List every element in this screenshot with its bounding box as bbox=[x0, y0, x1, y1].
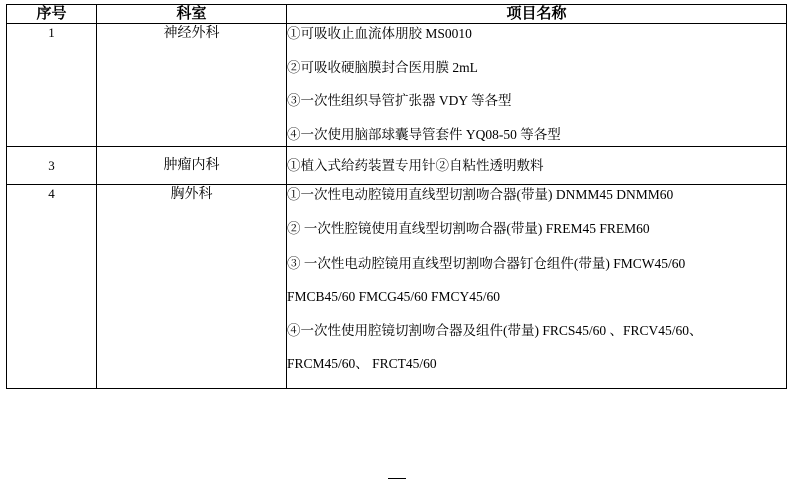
item-line: FMCB45/60 FMCG45/60 FMCY45/60 bbox=[287, 288, 501, 304]
item-line: ①可吸收止血流体朋胶 MS0010 bbox=[287, 26, 472, 41]
table-header bbox=[7, 5, 787, 24]
row-department: 胸外科 bbox=[97, 184, 287, 388]
item-line: ④一次性使用腔镜切割吻合器及组件(带量) FRCS45/60 、FRCV45/60、 bbox=[287, 323, 703, 339]
column-header-item-name: 项目名称 bbox=[287, 5, 787, 24]
row-number: 4 bbox=[7, 184, 97, 388]
row-department: 神经外科 bbox=[97, 24, 287, 147]
column-header-department: 科室 bbox=[97, 5, 287, 24]
item-line: ③一次性组织导管扩张器 VDY 等各型 bbox=[287, 93, 512, 109]
medical-items-table bbox=[6, 4, 787, 389]
row-items bbox=[287, 147, 787, 185]
item-line: ①一次性电动腔镜用直线型切割吻合器(带量) DNMM45 DNMM60 bbox=[287, 186, 674, 202]
column-header-number: 序号 bbox=[7, 5, 97, 24]
row-number: 1 bbox=[7, 24, 97, 147]
row-department: 肿瘤内科 bbox=[97, 147, 287, 185]
item-line: ①植入式给药装置专用针②自粘性透明敷料 bbox=[287, 158, 544, 174]
table-row bbox=[7, 147, 787, 185]
table-body bbox=[7, 24, 787, 389]
table-row bbox=[7, 184, 787, 388]
row-number: 3 bbox=[7, 147, 97, 185]
item-line: ② 一次性腔镜使用直线型切割吻合器(带量) FREM45 FREM60 bbox=[287, 221, 650, 237]
table-header-row bbox=[7, 5, 787, 24]
table-row bbox=[7, 24, 787, 147]
item-line: ④一次使用脑部球囊导管套件 YQ08-50 等各型 bbox=[287, 126, 561, 142]
page-bottom-mark bbox=[388, 478, 406, 479]
item-line: ③ 一次性电动腔镜用直线型切割吻合器钉仓组件(带量) FMCW45/60 bbox=[287, 255, 686, 271]
document-page bbox=[0, 4, 795, 485]
item-line: ②可吸收硬脑膜封合医用膜 2mL bbox=[287, 59, 478, 75]
row-items bbox=[287, 24, 787, 147]
row-items bbox=[287, 184, 787, 388]
item-line: FRCM45/60、 FRCT45/60 bbox=[287, 355, 437, 371]
